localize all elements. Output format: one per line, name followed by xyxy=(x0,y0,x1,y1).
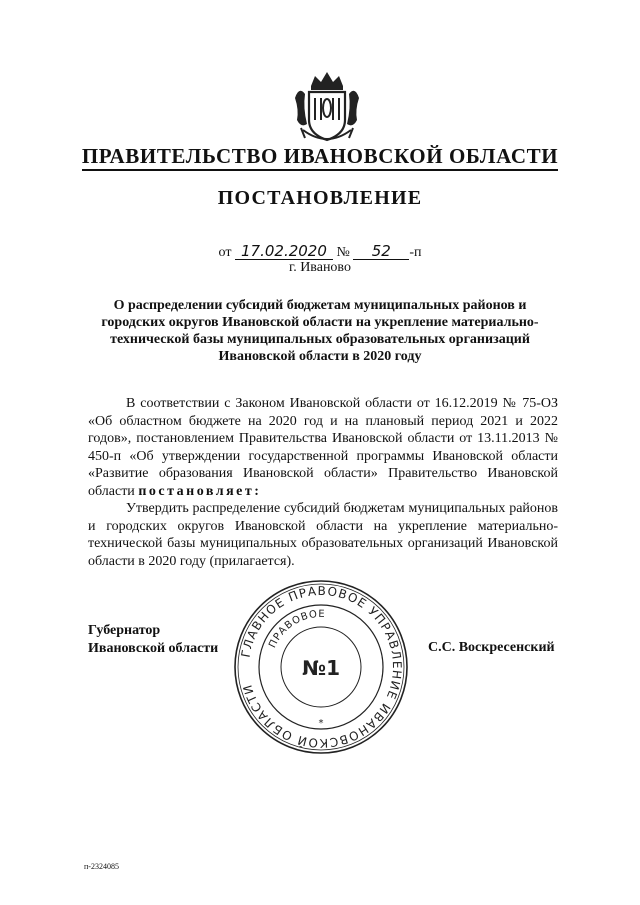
decree-word: постановляет: xyxy=(138,483,262,499)
svg-text:*: * xyxy=(318,718,324,729)
official-stamp xyxy=(232,578,410,756)
document-subject: О распределении субсидий бюджетам муниципальных районов и городских округов Ивановской области на укрепление материально-технической базы муниципальных образовательных организаций Ивановской области в 2020 году xyxy=(101,298,539,364)
number-sign: № xyxy=(336,245,350,260)
date-prefix: от xyxy=(218,245,232,260)
stamp-number: №1 xyxy=(302,656,340,680)
coat-of-arms-icon xyxy=(293,68,361,148)
signer-position: Губернатор Ивановской области xyxy=(88,623,219,656)
city: г. Иваново xyxy=(289,260,351,275)
date-number-line xyxy=(0,244,640,261)
document-type: ПОСТАНОВЛЕНИЕ xyxy=(217,187,423,209)
number-suffix: -п xyxy=(409,245,422,260)
document-body xyxy=(88,395,558,570)
svg-text:ПРАВОВОЕ: ПРАВОВОЕ xyxy=(267,608,326,650)
footer-code: п-2324085 xyxy=(84,862,119,871)
signer-name: С.С. Воскресенский xyxy=(428,640,555,655)
svg-text:ГЛАВНОЕ ПРАВОВОЕ УПРАВЛЕНИЕ ИВ: ГЛАВНОЕ ПРАВОВОЕ УПРАВЛЕНИЕ ИВАНОВСКОЙ ОБЛАСТИ xyxy=(238,583,405,751)
paragraph-1: В соответствии с Законом Ивановской области от 16.12.2019 № 75-ОЗ «Об областном бюджете на 2020 год и на плановый период 2021 и 2022 годов», постановлением Правительства Ивановской области от 13.11.2013 № 450-п «Об утверждении государственной программы Ивановской области «Развитие образования Ивановской области» Правительство Ивановской области постановляет: xyxy=(88,396,558,499)
document-number: 52 xyxy=(353,244,409,260)
paragraph-2: Утвердить распределение субсидий бюджетам муниципальных районов и городских округов Ивановской области на укрепление материально-технической базы муниципальных образовательных организаций Ивановской области в 2020 году (прилагается). xyxy=(88,501,558,569)
government-title: ПРАВИТЕЛЬСТВО ИВАНОВСКОЙ ОБЛАСТИ xyxy=(0,144,640,169)
document-date: 17.02.2020 xyxy=(235,244,333,260)
